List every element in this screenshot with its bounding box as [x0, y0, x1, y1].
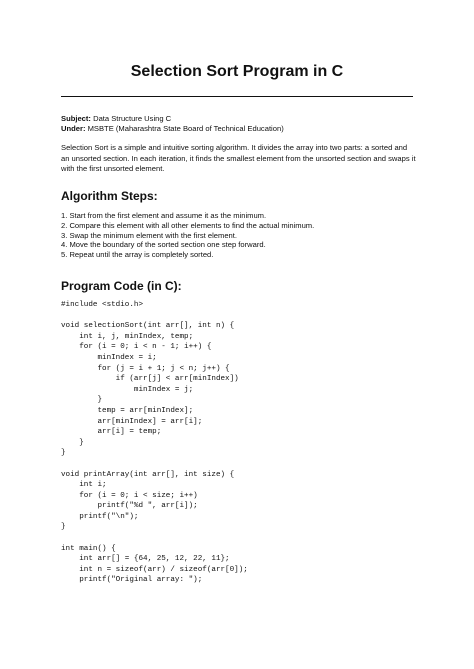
code-line: void printArray(int arr[], int size) {: [61, 470, 235, 479]
code-line: temp = arr[minIndex];: [61, 406, 194, 415]
code-line: minIndex = i;: [61, 353, 157, 362]
algorithm-heading: Algorithm Steps:: [61, 189, 158, 203]
code-line: printf("%d ", arr[i]);: [61, 502, 198, 511]
code-line: printf("Original array: ");: [61, 576, 203, 585]
code-line: }: [61, 449, 66, 458]
code-line: printf("\n");: [61, 512, 139, 521]
code-line: int main() {: [61, 544, 116, 553]
title-divider: [61, 96, 413, 97]
code-line: if (arr[j] < arr[minIndex]): [61, 375, 239, 384]
code-line: [61, 311, 248, 322]
code-line: for (i = 0; i < n - 1; i++) {: [61, 343, 212, 352]
code-line: for (j = i + 1; j < n; j++) {: [61, 364, 230, 373]
code-line: [61, 533, 248, 544]
code-line: }: [61, 523, 66, 532]
under-value: MSBTE (Maharashtra State Board of Technical Education): [87, 124, 284, 133]
code-line: for (i = 0; i < size; i++): [61, 491, 198, 500]
algorithm-step: 2. Compare this element with all other elements to find the actual minimum.: [61, 220, 315, 230]
code-line: [61, 459, 248, 470]
algorithm-steps-list: [61, 211, 421, 260]
under-line: [61, 124, 284, 134]
code-line: arr[i] = temp;: [61, 428, 162, 437]
algorithm-step: 4. Move the boundary of the sorted section one step forward.: [61, 240, 266, 250]
code-line: arr[minIndex] = arr[i];: [61, 417, 203, 426]
under-label: Under:: [61, 124, 86, 133]
code-line: minIndex = j;: [61, 385, 194, 394]
code-block: [61, 300, 248, 586]
page-title: Selection Sort Program in C: [130, 63, 344, 80]
algorithm-step: 3. Swap the minimum element with the first element.: [61, 230, 237, 240]
algorithm-step: 1. Start from the first element and assume it as the minimum.: [61, 211, 267, 220]
code-line: int n = sizeof(arr) / sizeof(arr[0]);: [61, 565, 248, 574]
algorithm-step: 5. Repeat until the array is completely sorted.: [61, 250, 214, 260]
subject-value: Data Structure Using C: [93, 114, 172, 123]
code-heading: Program Code (in C):: [61, 279, 182, 293]
meta-block: [61, 114, 284, 134]
subject-line: [61, 114, 284, 124]
code-line: int arr[] = {64, 25, 12, 22, 11};: [61, 555, 230, 564]
code-line: #include <stdio.h>: [61, 301, 144, 309]
code-line: }: [61, 438, 84, 447]
code-line: int i, j, minIndex, temp;: [61, 332, 194, 341]
subject-label: Subject:: [61, 114, 91, 123]
code-line: void selectionSort(int arr[], int n) {: [61, 322, 235, 331]
code-line: }: [61, 396, 103, 405]
intro-paragraph: Selection Sort is a simple and intuitive sorting algorithm. It divides the array into two parts: a sorted and an unsorted section. In each iteration, it finds the smallest element from the unsorted section and swaps it with the first unsorted element.: [61, 143, 416, 173]
code-line: int i;: [61, 481, 107, 490]
